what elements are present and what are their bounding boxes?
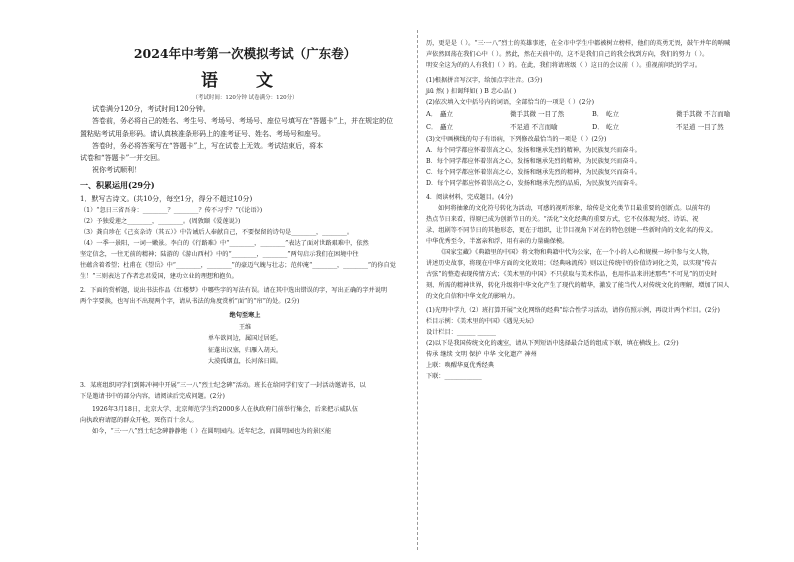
passage-line: 声依然回荡在我们心中（ ）。然此，然在天前中的，这不是我们自己的我会找到方向，我们的努力（ ）。 — [426, 51, 709, 58]
passage-line: 如今，“三·一八”烈士纪念碑静静地（ ）在圆明园内。近年纪念，而圆明园也为的景区能 — [92, 427, 332, 435]
question-stem: 下是邀请书中的部分内容，请阅读后完成问题。(2分) — [80, 392, 225, 400]
material-line: 如何将抽象的文化符号转化为活动，可感的视听形象，给传是文化类节目最重要的创新点。以前年的 — [438, 204, 711, 212]
question-line: 坚定信念，一往无前的精神；陆游的《游山西村》中的“________，________”两句启示我们在困境中往 — [80, 251, 359, 259]
question-line: （2）予独爱莲之________，________。(周敦颐《爱莲说》) — [80, 218, 241, 226]
poem-title: 绝句至寒上 — [229, 312, 261, 320]
question-stem: (1)根据拼音写汉字，给加点字注音。(3分) — [426, 77, 543, 84]
question-line: 生！”三则表达了作者忠君爱国，建功立业的理想和抱负。 — [80, 273, 238, 281]
option-word: 屹立 — [606, 110, 619, 118]
instruction-line: 答卷前，务必将自己的姓名、考生号、考场号、考场号、座位号填写在“答题卡”上，并在规定的位 — [92, 117, 394, 126]
option-line: D．每个同学都应怀着崇高之心，发扬和继承先烈的品质，为民族复兴而奋斗。 — [426, 179, 642, 187]
poem-line: 单车欲问边，属国过居延。 — [207, 335, 283, 343]
instruction-line: 祝你考试顺利！ — [92, 166, 141, 175]
question-line: 往蕴含着希望；杜甫在《望岳》中“________，________”的豪迈气魄与壮志；范仲淹“________，________”的你自觉 — [80, 262, 396, 270]
option-letter: C． — [426, 122, 438, 131]
question-stem: 3．某班组织同学们到陈冲祠中开展“三一八”烈士纪念碑”活动。班长在给同学们安了一封活动邀请书，以 — [80, 381, 366, 389]
option-letter: D． — [592, 122, 604, 131]
question-line: （3）龚自珍在《己亥杂诗（其五）》中告诫后人奉献自己，不要保留的诗句是________，________。 — [80, 229, 354, 237]
question-stem: 4．阅读材料，完成题目。(4分) — [426, 193, 513, 201]
section-heading: 一、积累运用(29分) — [80, 179, 155, 190]
option-line: A．每个同学都应怀着崇高之心，发扬和继承先烈的精神，为民族复兴而奋斗。 — [426, 146, 641, 154]
question-stem: 1．默写古诗文。(共10分，每空1分，得分不超过10分) — [80, 194, 253, 203]
instruction-line: 试卷和“答题卡”一并交回。 — [80, 154, 165, 163]
passage-line: 1926年3月18日，北京大学、北京师范学生约2000多人在执政府门前举行集会，后来把示威队伍 — [92, 405, 359, 413]
option-row — [426, 108, 756, 121]
question-line: jiū 然( ) 扣谒拜如( ) B 忠心品( ) — [426, 88, 517, 95]
option-word: 矗立 — [440, 122, 453, 131]
question-stem: (1)光明中学九（2）班打算开展“文化网络的经典”综合性学习活动，请你仿照示例，再设计两个栏目。(2分) — [426, 306, 720, 314]
question-stem: 两个字要换，也写出不出现两个字，请从书法的角度赏析“面”的“帘”的处。(2分) — [80, 298, 300, 306]
option-row — [426, 121, 756, 134]
instruction-line: 答卷时，务必将答案写在“答题卡”上，写在试卷上无效。考试结束后，将本 — [92, 141, 324, 150]
material-line: 中华优秀至今，半富亲和浮，用有亲的力量确保模。 — [426, 237, 569, 245]
question-stem: (3)文中画横线的句子有语病，下列修改最恰当的一项是（ ）(2分) — [426, 135, 607, 143]
question-line: （1）“忽日三省吾身：________？________？传不习乎？”(《论语》) — [80, 207, 263, 215]
column-divider — [417, 30, 418, 550]
material-line: 讲述历史故事，将现在中华方面的文化效用；《经典咏流传》则以让传统中的价值诗词化之美，以实现“传吉 — [426, 259, 717, 267]
option-words: 微手其微 一目了然 — [510, 110, 565, 118]
material-line: 的文化自信和中华文化的影响力。 — [426, 292, 519, 300]
material-line: 古弦”的整造表现传情方式；《美术里的中国》不只获取与美术作品，也用作品来讲述那些“不可见”的历史时 — [426, 270, 718, 278]
passage-line: 向执政府请愿的群众开枪，死伤百十余人。 — [80, 416, 198, 424]
passage-line: 历，更是是（ ）。“三·一八”烈士的英雄事迹，在全市中学生中都被树立榜样，他们的英勇无畏，鼓午并年的呐喊 — [426, 40, 731, 47]
material-line: 《国家宝藏》《典籍里的中国》将文物和典籍中代为公家，在一个小的人心和规模一场中参与文人物， — [438, 248, 714, 256]
example-line: 栏目示例：《美术里的中国》《遇见天坛》 — [426, 317, 538, 325]
material-line: 录、组剧等不同节日的其他形态，更在于组织，让节目视角下对在的特色创建一些新时尚的文化名的传义。 — [426, 226, 717, 234]
material-line: 刻、所需的精神世界，转化升级将中华文化产生了现代的精华，激发了能当代人对传统文化的理解，增加了国人 — [426, 281, 730, 289]
question-stem: (2)依次填入文中括号内的词语，全部恰当的一项是（ ）(2分) — [426, 99, 594, 106]
exam-meta: （考试时间：120分钟 试卷满分：120分） — [192, 95, 298, 101]
right-column — [426, 38, 756, 382]
material-line: 热点节日来看，得原已成为创新节日的关。“活化”文化经典的重要方式，它不仅体现为经、诗话、祝 — [426, 215, 699, 223]
exam-title: 2024年中考第一次模拟考试（广东卷） — [133, 46, 357, 61]
option-word: 矗立 — [440, 110, 453, 118]
passage-line: 明安全这为的的人有我们（ ）的。在此，我们将请班级（ ）这日的会议前（ ）。重视前问纪的学习。 — [426, 62, 702, 69]
left-column — [80, 38, 410, 437]
word-bank: 传承 继续 文明 保护 中华 文化遗产 神州 — [426, 350, 537, 358]
subject-title: 语 文 — [201, 71, 289, 91]
option-words: 不足道 不言而喻 — [510, 122, 558, 131]
option-word: 屹立 — [606, 122, 619, 131]
poem-line: 大漠孤烟直，长河落日圆。 — [207, 358, 283, 366]
question-stem: (2)以下是我国传统文化的魂室，请从下列短语中选择最合适的组成下联，填在横线上。(2分) — [426, 339, 679, 347]
answer-line[interactable]: 设计栏目：______ ______ — [426, 328, 497, 336]
question-line: （4）一季一景阳，一词一嫩景。李白的《行路难》中“________，________”表达了面对世路艰难中，依然 — [80, 240, 369, 248]
option-words: 不足道 一目了然 — [676, 122, 724, 131]
option-line: C．每个同学都应怀着崇高之心，发扬和继承先烈的精神，为民族复兴而奋斗。 — [426, 168, 642, 176]
option-letter: A． — [426, 110, 438, 118]
couplet-upper: 上联：唤醒华夏优秀经典 — [426, 361, 495, 369]
instruction-line: 试卷满分120分，考试时间120分钟。 — [92, 105, 210, 113]
option-words: 微手其微 不言而喻 — [676, 110, 731, 118]
couplet-lower[interactable]: 下联：____________ — [426, 372, 482, 380]
option-letter: B． — [592, 110, 604, 118]
option-line: B．每个同学都应怀着崇高之心，发扬和继承先烈的精神，为民族复兴而奋斗。 — [426, 157, 641, 165]
poem-line: 征蓬出汉塞，归雁入胡天。 — [207, 346, 283, 354]
poem-author: 王维 — [238, 323, 252, 331]
instruction-line: 置粘贴考试用条形码。请认真核准条形码上的准考证号、姓名、考场号和座号。 — [80, 129, 325, 138]
question-stem: 2．下面的赏析题，说出书法作品《红楼梦》中哪些字的写法有误。请在其中选出错误的字，写出正确的字并说明 — [80, 287, 388, 295]
